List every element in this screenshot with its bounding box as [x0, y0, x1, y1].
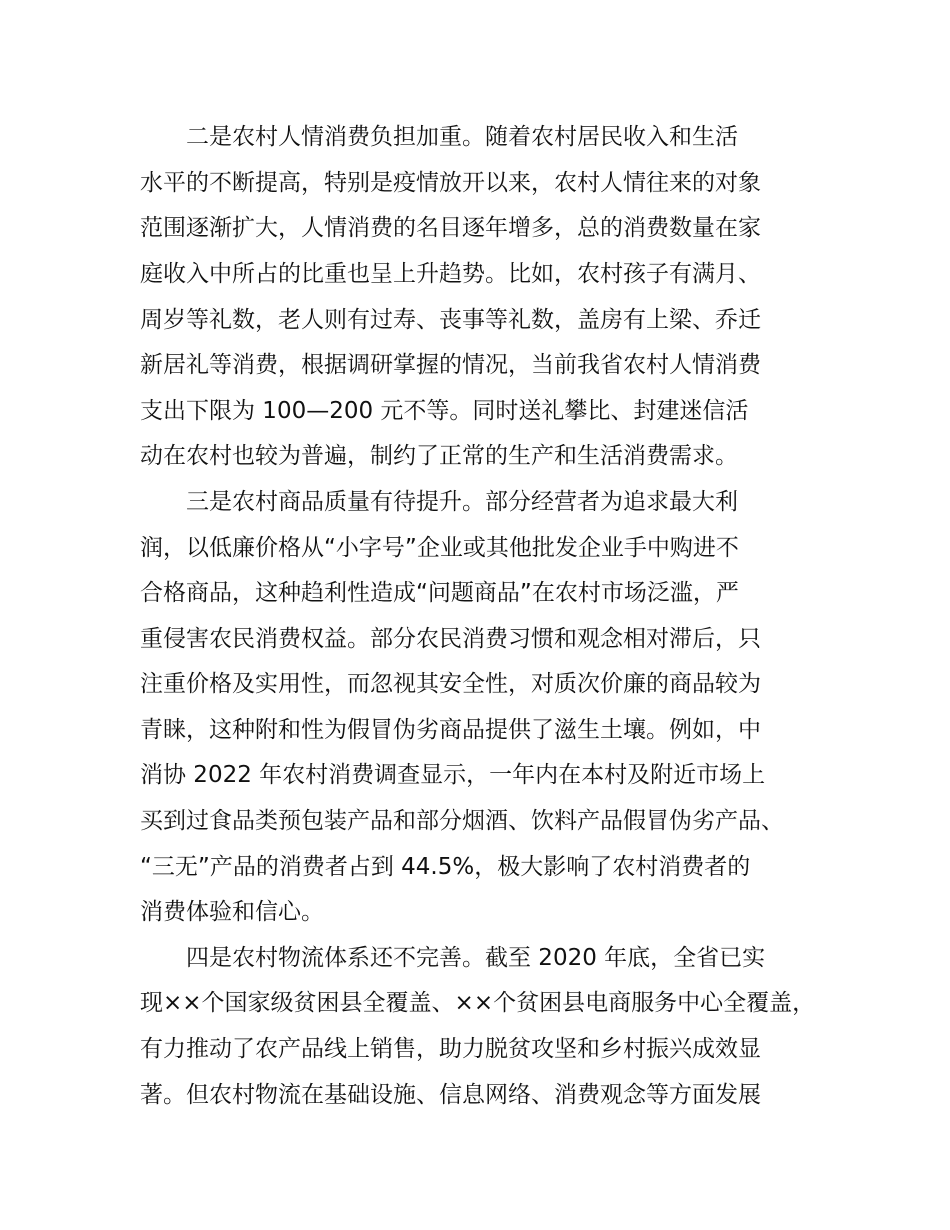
paragraph-2-line-9: “三无”产品的消费者占到 44.5%，极大影响了农村消费者的 [140, 854, 751, 880]
paragraph-2-line-6: 青睐，这种附和性为假冒伪劣商品提供了滋生土壤。例如，中 [140, 717, 761, 743]
paragraph-3-line-3: 有力推动了农产品线上销售，助力脱贫攻坚和乡村振兴成效显 [140, 1036, 761, 1062]
paragraph-2-line-8: 买到过食品类预包装产品和部分烟酒、饮料产品假冒伪劣产品、 [140, 808, 784, 834]
paragraph-3-line-4: 著。但农村物流在基础设施、信息网络、消费观念等方面发展 [140, 1082, 761, 1108]
paragraph-2-line-7: 消协 2022 年农村消费调查显示，一年内在本村及附近市场上 [140, 762, 766, 788]
paragraph-2-line-5: 注重价格及实用性，而忽视其安全性，对质次价廉的商品较为 [140, 671, 761, 697]
paragraph-3-line-2: 现××个国家级贫困县全覆盖、××个贫困县电商服务中心全覆盖， [140, 990, 816, 1016]
paragraph-3-line-1: 四是农村物流体系还不完善。截至 2020 年底，全省已实 [186, 945, 766, 971]
paragraph-2-line-10: 消费体验和信心。 [140, 899, 324, 925]
paragraph-1-line-2: 水平的不断提高，特别是疫情放开以来，农村人情往来的对象 [140, 170, 761, 196]
paragraph-2-line-2: 润，以低廉价格从“小字号”企业或其他批发企业手中购进不 [140, 535, 739, 561]
paragraph-1-line-1: 二是农村人情消费负担加重。随着农村居民收入和生活 [186, 124, 738, 150]
paragraph-1-line-4: 庭收入中所占的比重也呈上升趋势。比如，农村孩子有满月、 [140, 261, 761, 287]
paragraph-1-line-3: 范围逐渐扩大，人情消费的名目逐年增多，总的消费数量在家 [140, 215, 761, 241]
paragraph-2-line-4: 重侵害农民消费权益。部分农民消费习惯和观念相对滞后，只 [140, 626, 761, 652]
paragraph-1-line-6: 新居礼等消费，根据调研掌握的情况，当前我省农村人情消费 [140, 352, 761, 378]
paragraph-1-line-8: 动在农村也较为普遍，制约了正常的生产和生活消费需求。 [140, 443, 738, 469]
paragraph-1-line-7: 支出下限为 100—200 元不等。同时送礼攀比、封建迷信活 [140, 398, 749, 424]
paragraph-2-line-1: 三是农村商品质量有待提升。部分经营者为追求最大利 [186, 489, 738, 515]
paragraph-2-line-3: 合格商品，这种趋利性造成“问题商品”在农村市场泛滥，严 [140, 580, 739, 606]
paragraph-1-line-5: 周岁等礼数，老人则有过寿、丧事等礼数，盖房有上梁、乔迁 [140, 307, 761, 333]
